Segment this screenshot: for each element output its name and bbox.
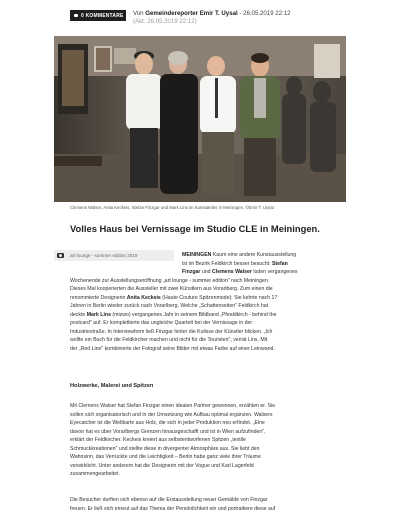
comments-button[interactable] — [70, 10, 126, 21]
lead-line — [70, 260, 332, 269]
highlighted-name: Mark Lins — [86, 311, 111, 318]
body-line: zusammengearbeitet. — [70, 471, 120, 478]
body-line: Eyecatcher ist die Weltkarte aus Holz, die sich in jeder Produktion neu erfindet. „Eine — [70, 420, 265, 427]
byline-date: - 26.05.2019 22:12 — [237, 10, 291, 17]
lead-line — [70, 268, 332, 277]
comment-icon — [74, 14, 78, 17]
lead-line — [70, 319, 332, 328]
highlighted-name: Clemens Walser — [212, 269, 252, 276]
text-run: Dieses Mal kooperierten die Aussteller mit zwei Künstlern aus Vorarlberg. Zum einen die — [70, 286, 273, 293]
text-run: und — [200, 269, 212, 276]
highlighted-name: MEININGEN — [182, 252, 212, 258]
text-run: Industriestraße. In Interviewform ließ Finzgar hinter die Kulisse der Künstler blicken. „Ich — [70, 328, 273, 335]
text-run: ist im Bezirk Feldkirch besser besucht: — [182, 260, 272, 267]
text-run: luden vergangenes — [251, 269, 298, 276]
text-run: Jahren in Berlin wieder zurück nach Vorarlberg. Welche „Schattenseiten" Feldkirch hat — [70, 303, 269, 310]
body-paragraph-1 — [70, 402, 340, 479]
body-line: davon hat es über Vorarlbergs Grenzen hinausgeschafft und ist in Wien aufzufinden", — [70, 428, 266, 435]
byline-author[interactable]: Gemeindereporter Emir T. Uysal — [145, 10, 238, 17]
highlighted-name: Finzgar — [182, 269, 201, 276]
lead-line — [70, 294, 332, 303]
lead-line — [70, 311, 332, 320]
body-line: Schmuckkreationen" und stellte diese in divergenter Atmosphäre aus. Sie liebt den — [70, 445, 260, 452]
article-headline: Volles Haus bei Vernissage im Studio CLE in Meiningen. — [70, 223, 320, 234]
lead-line — [70, 302, 332, 311]
photo-caption: Clemens Walser, Anita Keckeis, Stefan Finzgar und Mark Lins im Kunstateller in Meiningen. ©Emir T. Uysal — [70, 205, 274, 210]
body-line: verwirklicht. Unter anderem hat die Designerin mit der Vogue und Karl Lagerfeld — [70, 462, 254, 469]
body-line: sollen sich organisatorisch und in der Umsetzung wie Aufbau optimal ergänzen. Walsers — [70, 411, 273, 418]
highlighted-name: Anita Keckeis — [126, 294, 161, 301]
camera-icon — [57, 253, 64, 258]
body-line: Wahnsinn, das Verrückte und die Leichtigkeit – Berlin habe ganz viele ihrer Träume — [70, 454, 261, 461]
lead-line — [70, 336, 332, 345]
byline-prefix: Von — [133, 10, 146, 17]
text-run: wollte ein Buch für die Feldkircher machen und nicht für die Touristen", verrät Lins. Mit — [70, 337, 268, 344]
lead-paragraph — [70, 251, 332, 354]
text-run: renommierte Designerin — [70, 294, 127, 301]
body-line: Die Besucher durften sich ebenso auf die Erstausstellung neuer Gemälde von Finzgar — [70, 497, 268, 503]
text-run: Wochenende zur Ausstellungseröffnung „art lounge - summer edition" nach Meiningen. — [70, 277, 270, 284]
highlighted-name: Stefan — [271, 260, 288, 267]
byline-updated: (Akt. 26.05.2019 22:12) — [133, 18, 197, 25]
text-run: (Haute Couture Spitzenmode): Sie kehrte nach 17 — [160, 294, 278, 301]
text-run: (mizwo) vergangenes Jahr in seinem Bildband „Pfealdkirch - behind the — [110, 311, 277, 318]
body-line: erklärt der Feldkircher. Keckeis kreiert aus selbstentworfenen Spitzen „textile — [70, 437, 246, 444]
lead-line — [70, 251, 332, 260]
lead-line — [70, 285, 332, 294]
lead-line — [70, 277, 332, 286]
comments-count-label: 0 KOMMENTARE — [81, 12, 124, 19]
body-line: Mit Clemens Walser hat Stefan Finzgar einen idealen Partner gewonnen, erzählen er. Sie — [70, 403, 276, 409]
article-photo[interactable] — [54, 36, 346, 202]
text-run: der „Red Line" kombinierte der Fotograf seine Bilder mit etwas Farbe auf einer Leinwand. — [70, 346, 275, 353]
body-line: freuen. Er ließ sich erneut auf das Thema der Persönlichkeit ein und portraitiere diese auf — [70, 505, 276, 512]
byline — [133, 10, 291, 26]
body-paragraph-2 — [70, 496, 340, 513]
gallery-tag-label: art lounge - summer edition 2019 — [70, 253, 138, 258]
lead-line — [70, 328, 332, 337]
text-run: postcard" auf. Er komplettierte das ungleiche Quartett bei der Vernissage in der — [70, 320, 253, 327]
text-run: Kaum eine andere Kunstausstellung — [211, 252, 297, 258]
lead-line — [70, 345, 332, 354]
text-run: deckte — [70, 311, 87, 318]
article-photo-image — [54, 36, 346, 202]
section-subheading: Holzwerke, Malerei und Spitzen — [70, 383, 154, 389]
